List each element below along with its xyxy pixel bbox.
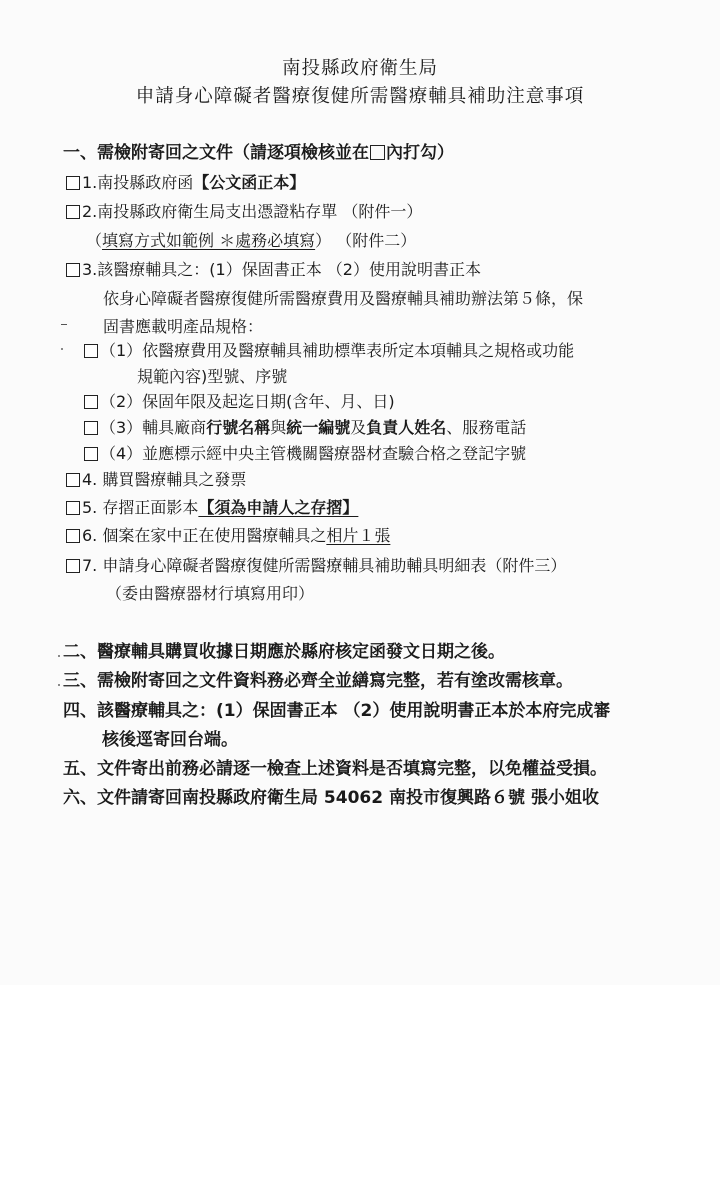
blank-area [0, 985, 720, 1185]
item-7-checkbox[interactable] [66, 559, 80, 573]
item-3: 3.該醫療輔具之：(1）保固書正本 （2）使用說明書正本 [66, 259, 481, 281]
section-2: 二、醫療輔具購買收據日期應於縣府核定函發文日期之後。 [63, 642, 505, 662]
item-2-checkbox[interactable] [66, 205, 80, 219]
title-agency: 南投縣政府衛生局 [281, 58, 438, 79]
section-5: 五、文件寄出前務必請逐一檢查上述資料是否填寫完整，以免權益受損。 [63, 759, 607, 779]
scan-mark [58, 655, 60, 657]
item-3-checkbox[interactable] [66, 263, 80, 277]
section1-heading: 一、需檢附寄回之文件（請逐項檢核並在 內打勾） [63, 143, 454, 163]
sub-item-4-checkbox[interactable] [84, 447, 98, 461]
scan-mark [58, 684, 60, 686]
sub-item-3: （3）輔具廠商行號名稱與統一編號及負責人姓名、服務電話 [84, 417, 526, 439]
section-3: 三、需檢附寄回之文件資料務必齊全並繕寫完整，若有塗改需核章。 [63, 671, 573, 691]
sub-item-4: （4）並應標示經中央主管機關醫療器材查驗合格之登記字號 [84, 443, 526, 465]
item-3-paragraph-line1: 依身心障礙者醫療復健所需醫療費用及醫療輔具補助辦法第５條，保 [103, 289, 584, 308]
title-document: 申請身心障礙者醫療復健所需醫療輔具補助注意事項 [135, 86, 585, 107]
item-5-checkbox[interactable] [66, 501, 80, 515]
section-4-line2: 核後逕寄回台端。 [102, 730, 238, 750]
sub-item-2: （2）保固年限及起迄日期(含年、月、日) [84, 391, 395, 413]
heading-checkbox-icon [370, 145, 385, 160]
scan-mark [61, 348, 63, 350]
item-3-paragraph-line2: 固書應載明產品規格： [103, 317, 264, 336]
item-5: 5. 存摺正面影本【須為申請人之存摺】 [66, 497, 358, 519]
item-7: 7. 申請身心障礙者醫療復健所需醫療輔具補助輔具明細表（附件三） [66, 555, 566, 577]
item-6: 6. 個案在家中正在使用醫療輔具之相片１張 [66, 525, 390, 547]
sub-item-1-continued: 規範內容)型號、序號 [137, 367, 288, 386]
item-1-checkbox[interactable] [66, 176, 80, 190]
item-4: 4. 購買醫療輔具之發票 [66, 469, 246, 491]
scan-mark [61, 324, 67, 325]
sub-item-3-checkbox[interactable] [84, 421, 98, 435]
item-1: 1.南投縣政府函【公文函正本】 [66, 172, 305, 194]
sub-item-1: （1）依醫療費用及醫療輔具補助標準表所定本項輔具之規格或功能 [84, 340, 574, 362]
section-6: 六、文件請寄回南投縣政府衛生局 54062 南投市復興路６號 張小姐收 [63, 788, 599, 808]
section-4-line1: 四、該醫療輔具之：(1）保固書正本 （2）使用說明書正本於本府完成審 [63, 701, 611, 721]
item-6-checkbox[interactable] [66, 529, 80, 543]
sub-item-2-checkbox[interactable] [84, 395, 98, 409]
sub-item-1-checkbox[interactable] [84, 344, 98, 358]
item-2: 2.南投縣政府衛生局支出憑證粘存單 （附件一） [66, 201, 422, 223]
item-2-note: （填寫方式如範例 ＊處務必填寫） （附件二） [86, 231, 417, 250]
item-4-checkbox[interactable] [66, 473, 80, 487]
item-7-note: （委由醫療器材行填寫用印） [106, 584, 315, 603]
